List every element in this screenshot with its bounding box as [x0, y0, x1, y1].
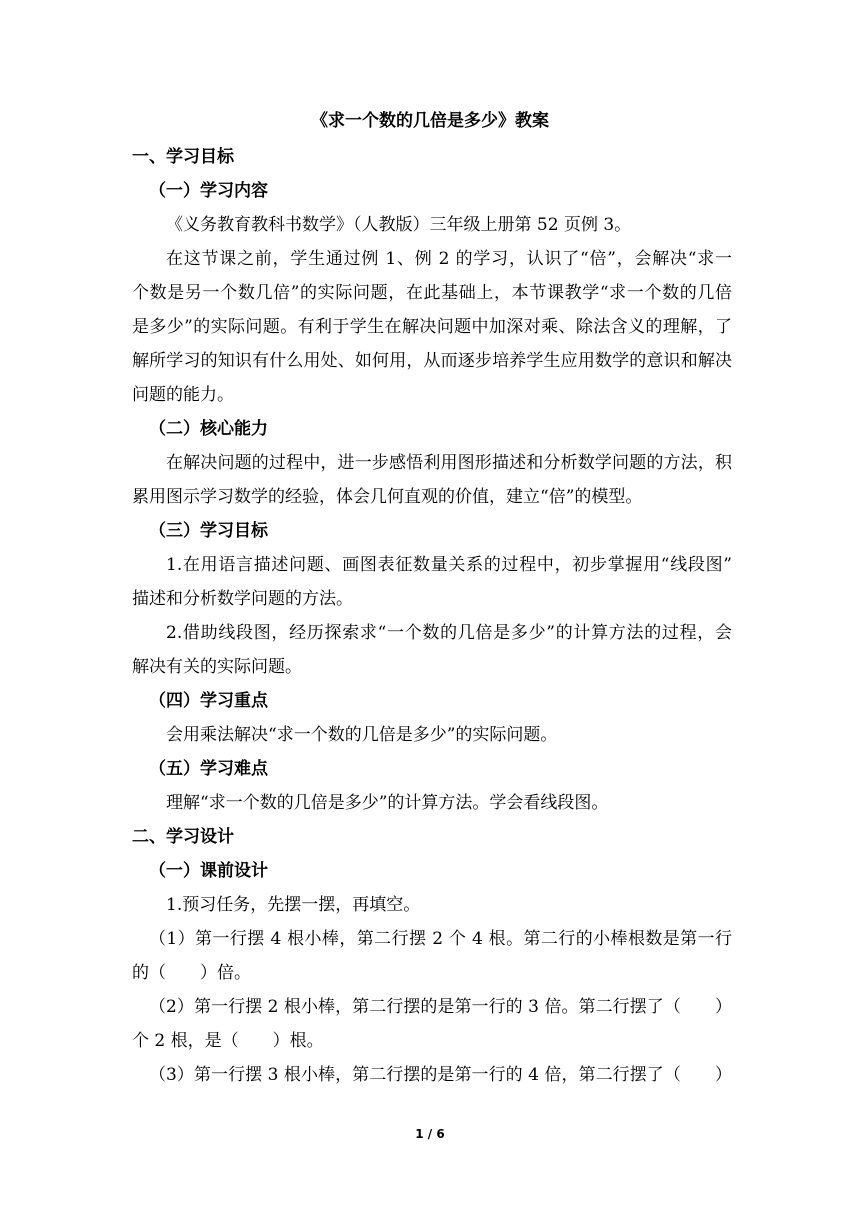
section-heading: （五）学习难点: [149, 759, 268, 779]
section-heading: 二、学习设计: [132, 827, 234, 847]
document-body: [132, 140, 732, 1092]
paragraph-line: 2.借助线段图，经历探索求“一个数的几倍是多少”的计算方法的过程，会: [166, 623, 732, 643]
section-heading: （一）课前设计: [149, 861, 268, 881]
section-heading: （二）核心能力: [149, 419, 268, 439]
paragraph-line: 描述和分析数学问题的方法。: [132, 589, 353, 609]
paragraph-line: 个数是另一个数几倍”的实际问题，在此基础上，本节课教学“求一个数的几倍: [132, 283, 732, 303]
paragraph-line: 的（ ）倍。: [132, 963, 251, 983]
paragraph-line: 《义务教育教科书数学》（人教版）三年级上册第 52 页例 3。: [166, 215, 632, 235]
paragraph-line: 累用图示学习数学的经验，体会几何直观的价值，建立“倍”的模型。: [132, 487, 643, 507]
document-title: 《求一个数的几倍是多少》教案: [311, 111, 549, 131]
paragraph-line: 在这节课之前，学生通过例 1、例 2 的学习，认识了“倍”，会解决“求一: [166, 249, 732, 269]
section-heading: （三）学习目标: [149, 521, 268, 541]
paragraph-line: 是多少”的实际问题。有利于学生在解决问题中加深对乘、除法含义的理解，了: [132, 317, 732, 337]
paragraph-line: （1）第一行摆 4 根小棒，第二行摆 2 个 4 根。第二行的小棒根数是第一行: [149, 929, 732, 949]
paragraph-line: 个 2 根，是（ ）根。: [132, 1031, 324, 1051]
paragraph-line: 解决有关的实际问题。: [132, 657, 302, 677]
paragraph-line: 解所学习的知识有什么用处、如何用，从而逐步培养学生应用数学的意识和解决: [132, 351, 732, 371]
section-heading: （一）学习内容: [149, 181, 268, 201]
page-number: 1 / 6: [415, 1127, 445, 1141]
paragraph-line: 会用乘法解决“求一个数的几倍是多少”的实际问题。: [166, 725, 558, 745]
paragraph-line: （2）第一行摆 2 根小棒，第二行摆的是第一行的 3 倍。第二行摆了（ ）: [149, 997, 732, 1017]
paragraph-line: 问题的能力。: [132, 385, 234, 405]
paragraph-line: 1.预习任务，先摆一摆，再填空。: [166, 895, 421, 915]
section-heading: （四）学习重点: [149, 691, 268, 711]
paragraph-line: 在解决问题的过程中，进一步感悟利用图形描述和分析数学问题的方法，积: [166, 453, 732, 473]
paragraph-line: 理解“求一个数的几倍是多少”的计算方法。学会看线段图。: [166, 793, 609, 813]
section-heading: 一、学习目标: [132, 147, 234, 167]
paragraph-line: 1.在用语言描述问题、画图表征数量关系的过程中，初步掌握用“线段图”: [166, 555, 732, 575]
paragraph-line: （3）第一行摆 3 根小棒，第二行摆的是第一行的 4 倍，第二行摆了（ ）: [149, 1065, 732, 1085]
